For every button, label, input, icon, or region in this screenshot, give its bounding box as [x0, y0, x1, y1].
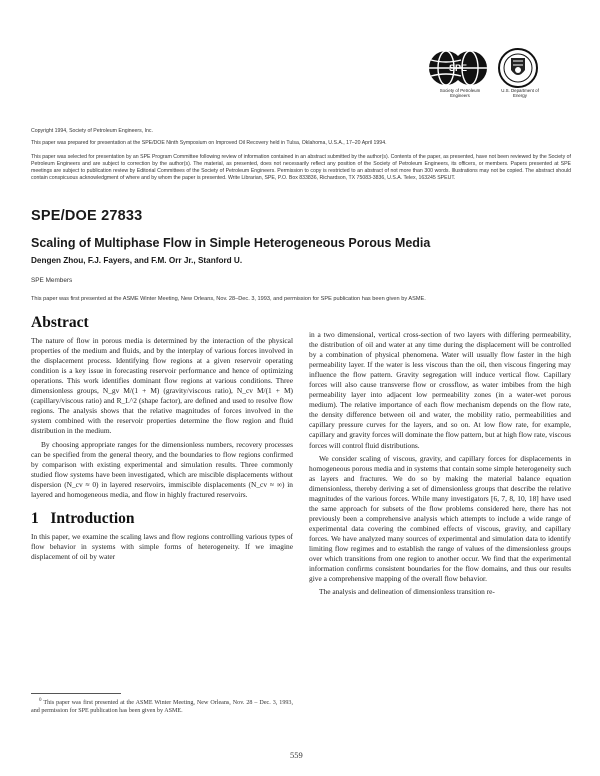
right-paragraph-1: in a two dimensional, vertical cross-section of two layers with differing permeability, the distribution of oil and water at any time during the displacement will be controlled by a combination of physical phenomena. Water will usually flow faster in the high permeability layer. If the water is less viscous than the oil, then viscous fingering may influence the flow pattern. Gravity segregation will induce vertical flow. Capillary forces will also cause transverse flow or crossflow, as water imbibes from the high permeability layer into adjacent low permeability zones (in a water-wet porous medium). The relative importance of each flow mechanism depends on the flow rate, the density difference between oil and water, the mobility ratio, permeabilities and capillary pressure curves for the layers, and so on. At low flow rate, for example, capillary and gravity forces will dominate the flow pattern, but at high flow rate, viscous forces will control fluid distributions.	[309, 330, 571, 450]
right-column	[309, 330, 571, 600]
abstract-paragraph-2: By choosing appropriate ranges for the dimensionless numbers, recovery processes can be specified from the general theory, and the boundaries to flow regions confirmed by comparison with existing experimental and simulation results. Three commonly studied flow systems have been investigated, which are miscible displacements without dispersion (N_cv ≈ 0) in layered reservoirs, immiscible displacements (N_cv ≈ ∞) in layered and homogeneous media, and flow in highly fractured reservoirs.	[31, 439, 293, 499]
paper-title: Scaling of Multiphase Flow in Simple Heterogeneous Porous Media	[31, 236, 431, 250]
footnote-marker: 0	[39, 698, 42, 703]
spe-logo-text: SPE	[448, 63, 468, 73]
header-logos	[422, 46, 542, 102]
spe-logo-caption: Society of Petroleum Engineers	[439, 88, 481, 98]
right-paragraph-2: We consider scaling of viscous, gravity, and capillary forces for displacements in homogeneous porous media and in systems that contain some simple heterogeneity such as layers and fractures. We do so by making the material balance equation dimensionless, thereby deriving a set of dimensionless groups that describe the relative magnitudes of the various forces. While many investigators [6, 7, 8, 10, 18] have used the same approach for subsets of the flow problems considered here, there has not previously been a comprehensive analysis which attempts to include a wide range of experimental data covering the combined effects of viscous, gravity, and capillary forces. We have analyzed many sources of experimental and simulation data to identify limiting flow regimes and to establish the range of values of the dimensionless groups over which transitions from one region to another occur. We find that the experimental information confirms consistent boundaries for the flow domains, and thus our results give a comprehensive mapping of the overall flow behavior.	[309, 453, 571, 584]
introduction-heading	[31, 509, 293, 527]
introduction-number: 1	[31, 509, 39, 527]
copyright-line: Copyright 1994, Society of Petroleum Engineers, Inc.	[31, 128, 153, 134]
footnote-text: This paper was first presented at the ASME Winter Meeting, New Orleans, Nov. 28 – Dec. 3, 1993, and permission for SPE publication has been given by ASME.	[31, 700, 293, 715]
footnote	[31, 697, 293, 715]
spe-members-label: SPE Members	[31, 277, 73, 284]
left-column	[31, 314, 293, 565]
footnote-rule	[31, 693, 121, 694]
paper-code: SPE/DOE 27833	[31, 208, 143, 224]
introduction-title: Introduction	[50, 509, 135, 527]
abstract-paragraph-1: The nature of flow in porous media is determined by the interaction of the physical properties of the medium and fluids, and by the interplay of various forces involved in the displacement process. Identifying flow regions at a given reservoir operating condition is a key issue in forecasting reservoir performance and hence of optimizing operations. This work identifies dominant flow regions at various conditions. Three dimensionless groups, N_gv M/(1 + M) (gravity/viscous ratio), N_cv M/(1 + M) (capillary/viscous ratio) and R_L^2 (shape factor), are defined and used to resolve flow regions. The analysis shows that the relative magnitudes of forces involved in the system combined with the reservoir properties determine the flow region and fluid distribution in the medium.	[31, 336, 293, 436]
paper-authors: Dengen Zhou, F.J. Fayers, and F.M. Orr Jr., Stanford U.	[31, 256, 243, 265]
presentation-note: This paper was first presented at the ASME Winter Meeting, New Orleans, Nov. 28–Dec. 3, 1993, and permission for SPE publication has been given by ASME.	[31, 296, 426, 302]
abstract-heading: Abstract	[31, 314, 89, 331]
right-paragraph-3: The analysis and delineation of dimensionless transition re-	[319, 587, 495, 597]
prepared-line: This paper was prepared for presentation at the SPE/DOE Ninth Symposium on Improved Oil Recovery held in Tulsa, Oklahoma, U.S.A., 17–20 April 1994.	[31, 140, 387, 146]
selection-statement: This paper was selected for presentation by an SPE Program Committee following review of information contained in an abstract submitted by the author(s). Contents of the paper, as presented, have not been reviewed by the Society of Petroleum Engineers and are subject to correction by the author(s). The material, as presented, does not necessarily reflect any position of the Society of Petroleum Engineers, its officers, or members. Papers presented at SPE meetings are subject to publication review by Editorial Committees of the Society of Petroleum Engineers. Permission to copy is restricted to an abstract of not more than 300 words. Illustrations may not be copied. The abstract should contain conspicuous acknowledgment of where and by whom the paper is presented. Write Librarian, SPE, P.O. Box 833836, Richardson, TX 75083-3836, U.S.A. Telex, 163245 SPEUT.	[31, 154, 571, 181]
introduction-paragraph-1: In this paper, we examine the scaling laws and flow regions controlling various types of flow behavior in systems with simple forms of heterogeneity. If we imagine displacement of oil by water	[31, 531, 293, 561]
page-number: 559	[290, 750, 303, 760]
doe-seal-caption: U.S. Department of Energy	[501, 88, 539, 98]
